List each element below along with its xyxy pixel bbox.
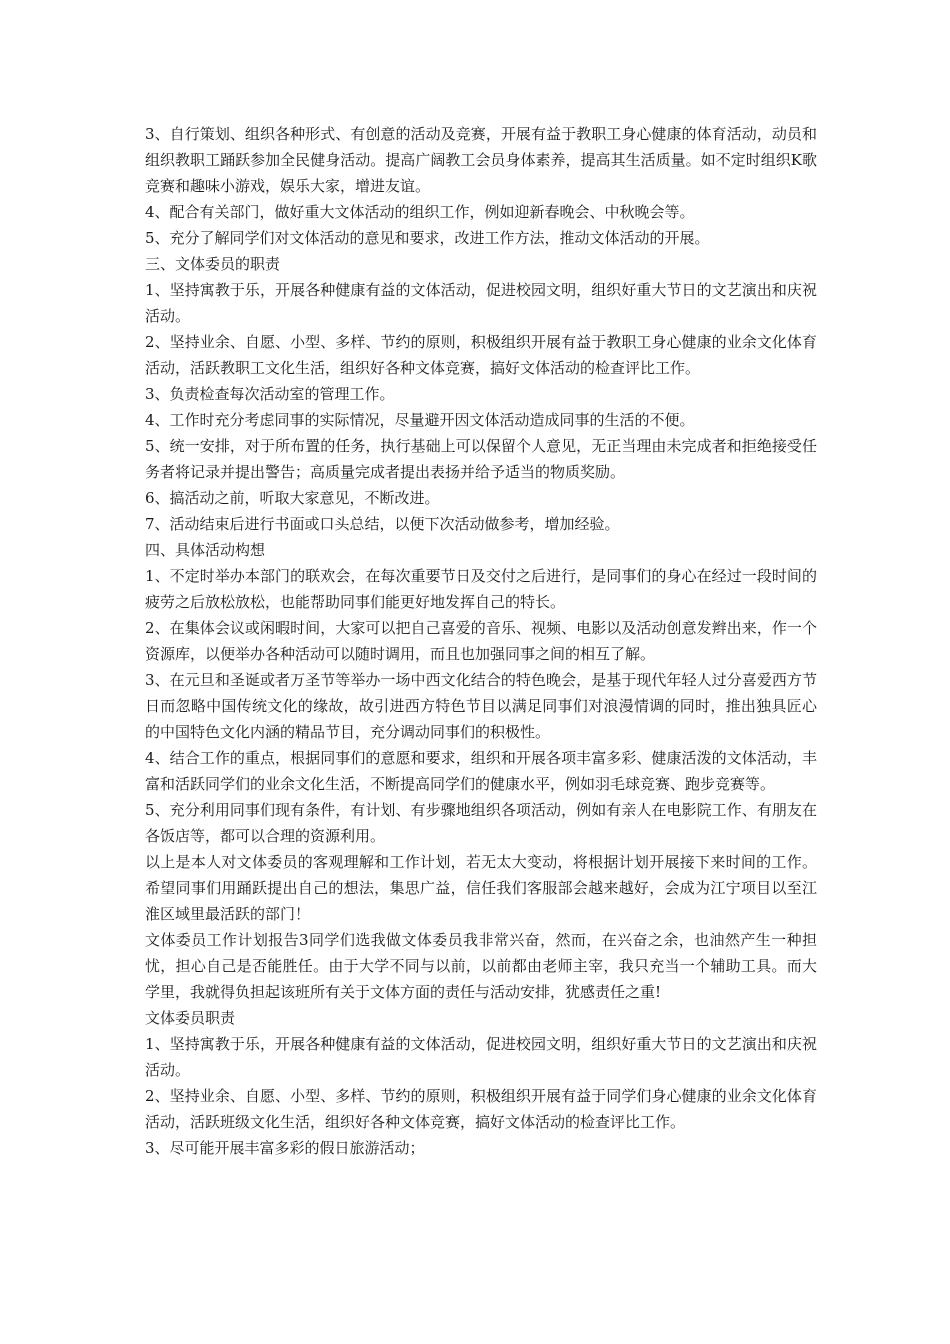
paragraph-responsibility-7: 7、活动结束后进行书面或口头总结，以便下次活动做参考，增加经验。 (145, 515, 620, 533)
paragraph-plan-2: 2、在集体会议或闲暇时间，大家可以把自己喜爱的音乐、视频、电影以及活动创意发辫出来，作一个资源库，以便举办各种活动可以随时调用，而且也加强同事之间的相互了解。 (145, 619, 817, 663)
paragraph-responsibility-6: 6、搞活动之前，听取大家意见，不断改进。 (145, 489, 440, 507)
paragraph-responsibility-2: 2、坚持业余、自愿、小型、多样、节约的原则，积极组织开展有益于教职工身心健康的业余文化体育活动，活跃教职工文化生活，组织好各种文体竞赛，搞好文体活动的检查评比工作。 (145, 333, 817, 377)
paragraph-plan-4: 4、结合工作的重点，根据同事们的意愿和要求，组织和开展各项丰富多彩、健康活泼的文体活动，丰富和活跃同学们的业余文化生活，不断提高同学们的健康水平，例如羽毛球竞赛、跑步竞赛等。 (145, 749, 817, 793)
section-heading-responsibilities: 三、文体委员的职责 (145, 255, 281, 273)
document-page (145, 121, 817, 1161)
paragraph-duty-3: 3、自行策划、组织各种形式、有创意的活动及竞赛，开展有益于教职工身心健康的体育活动，动员和组织教职工踊跃参加全民健身活动。提高广阔教工会员身体素养，提高其生活质量。如不定时组织K歌竞赛和趣味小游戏，娱乐大家，增进友谊。 (145, 125, 817, 195)
paragraph-responsibility-3: 3、负责检查每次活动室的管理工作。 (145, 385, 395, 403)
paragraph-report-3-intro: 文体委员工作计划报告3同学们选我做文体委员我非常兴奋，然而，在兴奋之余，也油然产生一种担忧，担心自己是否能胜任。由于大学不同与以前，以前都由老师主宰，我只充当一个辅助工具。而大学里，我就得负担起该班所有关于文体方面的责任与活动安排，犹感责任之重! (145, 931, 817, 1001)
paragraph-committee-duty-3: 3、尽可能开展丰富多彩的假日旅游活动； (145, 1139, 425, 1157)
paragraph-committee-duty-2: 2、坚持业余、自愿、小型、多样、节约的原则，积极组织开展有益于同学们身心健康的业余文化体育活动，活跃班级文化生活，组织好各种文体竞赛，搞好文体活动的检查评比工作。 (145, 1087, 817, 1131)
paragraph-responsibility-1: 1、坚持寓教于乐，开展各种健康有益的文体活动，促进校园文明，组织好重大节日的文艺演出和庆祝活动。 (145, 281, 817, 325)
section-heading-activity-plans: 四、具体活动构想 (145, 541, 266, 559)
paragraph-committee-duty-1: 1、坚持寓教于乐，开展各种健康有益的文体活动，促进校园文明，组织好重大节日的文艺演出和庆祝活动。 (145, 1035, 817, 1079)
paragraph-plan-5: 5、充分利用同事们现有条件，有计划、有步骤地组织各项活动，例如有亲人在电影院工作、有朋友在各饭店等，都可以合理的资源利用。 (145, 801, 817, 845)
paragraph-plan-3: 3、在元旦和圣诞或者万圣节等举办一场中西文化结合的特色晚会，是基于现代年轻人过分喜爱西方节日而忽略中国传统文化的缘故，故引进西方特色节目以满足同事们对浪漫情调的同时，推出独具匠心的中国特色文化内涵的精品节目，充分调动同事们的积极性。 (145, 671, 817, 741)
paragraph-duty-5: 5、充分了解同学们对文体活动的意见和要求，改进工作方法，推动文体活动的开展。 (145, 229, 710, 247)
section-heading-committee-duties: 文体委员职责 (145, 1009, 236, 1027)
paragraph-plan-1: 1、不定时举办本部门的联欢会，在每次重要节日及交付之后进行，是同事们的身心在经过一段时间的疲劳之后放松放松，也能帮助同事们能更好地发挥自己的特长。 (145, 567, 817, 611)
paragraph-duty-4: 4、配合有关部门，做好重大文体活动的组织工作，例如迎新春晚会、中秋晚会等。 (145, 203, 695, 221)
paragraph-responsibility-4: 4、工作时充分考虑同事的实际情况，尽量避开因文体活动造成同事的生活的不便。 (145, 411, 695, 429)
paragraph-responsibility-5: 5、统一安排，对于所布置的任务，执行基础上可以保留个人意见，无正当理由未完成者和拒绝接受任务者将记录并提出警告；高质量完成者提出表扬并给予适当的物质奖励。 (145, 437, 817, 481)
paragraph-conclusion: 以上是本人对文体委员的客观理解和工作计划，若无太大变动，将根据计划开展接下来时间的工作。希望同事们用踊跃提出自己的想法，集思广益，信任我们客服部会越来越好，会成为江宁项目以至江淮区域里最活跃的部门！ (145, 853, 817, 923)
